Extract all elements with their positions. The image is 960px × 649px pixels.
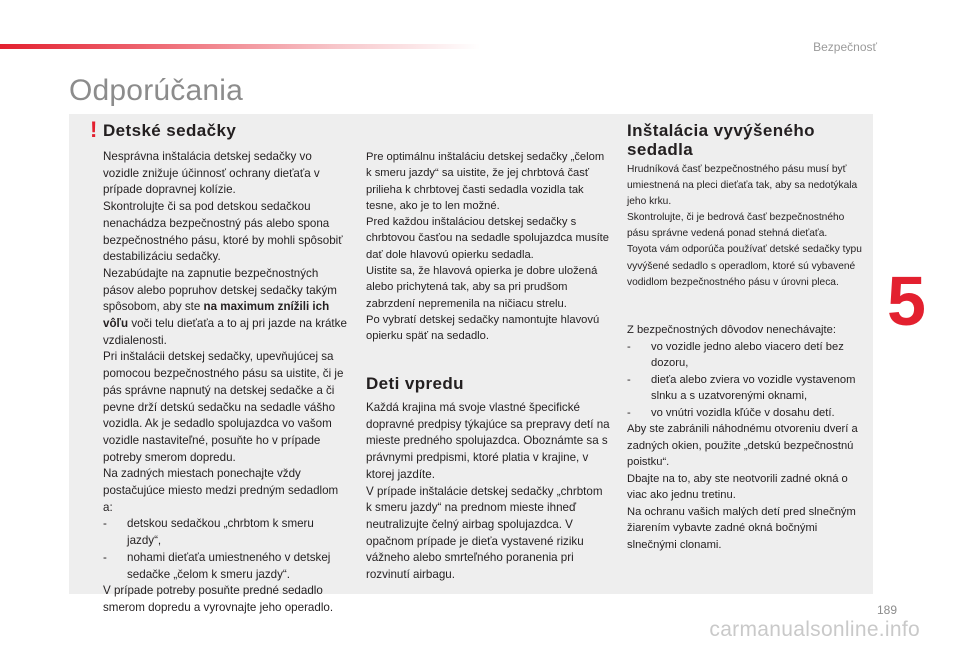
child-seats-column-1 — [103, 149, 348, 617]
children-front-paragraph: V prípade inštalácie detskej sedačky „chrbtom k smeru jazdy“ na prednom mieste ihneď neutralizujte čelný airbag spolujazdca. V opačnom prípade je dieťa vystavené riziku vážneho alebo smrteľného poranenia pri rozvinutí airbagu. — [366, 484, 603, 582]
child-seats-paragraph: Pred každou inštaláciou detskej sedačky s chrbtovou časťou na sedadle spolujazdca musíte dať dole hlavovú opierku sedadla. — [366, 216, 610, 261]
child-seats-paragraph: Na zadných miestach ponechajte vždy postačujúce miesto medzi predným sedadlom a: — [103, 467, 339, 514]
list-item: - vo vozidle jedno alebo viacero detí bez dozoru, — [627, 340, 844, 369]
watermark: carmanualsonline.info — [709, 618, 920, 641]
child-seats-paragraph: V prípade potreby posuňte predné sedadlo smerom dopredu a vyrovnajte jeho operadlo. — [103, 584, 334, 614]
child-seats-paragraph: Nezabúdajte na zapnutie bezpečnostných pásov alebo popruhov detskej sedačky takým spôsobom, aby ste na maximum znížili ich vôľu voči telu dieťaťa a to aj pri jazde na krátke vzdialenosti. — [103, 266, 347, 347]
child-seats-paragraph: Pre optimálnu inštaláciu detskej sedačky „čelom k smeru jazdy“ sa uistite, že jej chrbtová časť prilieha k chrbtovej časti sedadla vozidla tak tesne, ako je to len možné. — [366, 151, 605, 212]
safety-reasons-text — [627, 322, 867, 553]
booster-paragraph: Toyota vám odporúča používať detské sedačky typu vyvýšené sedadlo s operadlom, ktoré sú vybavené vodidlom bezpečnostného pásu v úrovni pleca. — [627, 244, 862, 288]
children-front-text — [366, 400, 611, 584]
child-seats-paragraph: Skontrolujte či sa pod detskou sedačkou nenachádza bezpečnostný pás alebo spona bezpečnostného pásu, ktoré by mohli spôsobiť destabilizáciu sedačky. — [103, 200, 343, 264]
safety-paragraph: Aby ste zabránili náhodnému otvoreniu dverí a zadných okien, použite „detskú bezpečnostnú poistku“. — [627, 423, 858, 468]
list-item: - nohami dieťaťa umiestneného v detskej sedačke „čelom k smeru jazdy“. — [103, 550, 331, 581]
page-number: 189 — [876, 603, 897, 617]
booster-paragraph: Hrudníková časť bezpečnostného pásu musí byť umiestnená na pleci dieťaťa tak, aby sa nedotýkala jeho krku. — [627, 164, 858, 208]
page-title: Odporúčania — [69, 74, 243, 107]
section-label: Bezpečnosť — [813, 40, 877, 54]
children-front-paragraph: Každá krajina má svoje vlastné špecifické dopravné predpisy týkajúce sa prepravy detí na mieste predného spolujazdca. Oboznámte sa s právnymi predpismi, ktoré platia v krajine, v ktorej jazdíte. — [366, 401, 610, 481]
list-item: - detskou sedačkou „chrbtom k smeru jazdy“, — [103, 517, 314, 548]
child-seats-paragraph: Po vybratí detskej sedačky namontujte hlavovú opierku späť na sedadlo. — [366, 313, 600, 343]
warning-icon: ! — [90, 117, 98, 142]
list-item: - vo vnútri vozidla kľúče v dosahu detí. — [627, 406, 835, 419]
booster-heading: Inštalácia vyvýšeného sedadla — [627, 121, 815, 159]
child-seats-paragraph: Nesprávna inštalácia detskej sedačky vo vozidle znižuje účinnosť ochrany dieťaťa v prípade dopravnej kolízie. — [103, 150, 320, 197]
child-seats-paragraph: Pri inštalácii detskej sedačky, upevňujúcej sa pomocou bezpečnostného pásu sa uistite, či je pás správne napnutý na detskej sedačke a či pevne drží detskú sedačku na sedadle vášho vozidla. Ak je sedadlo spolujazdca vo vašom vozidle nastaviteľné, posuňte ho v prípade potreby smerom dopredu. — [103, 350, 344, 464]
chapter-number: 5 — [887, 262, 926, 340]
child-seats-heading: Detské sedačky — [103, 121, 237, 140]
child-seats-column-2 — [366, 149, 611, 345]
list-item: - dieťa alebo zviera vo vozidle vystavenom slnku a s uzatvorenými oknami, — [627, 373, 856, 402]
safety-paragraph: Na ochranu vašich malých detí pred slnečným žiarením vybavte zadné okná bočnými slnečnými clonami. — [627, 505, 856, 551]
emphasis-text: na maximum znížili ich vôľu — [103, 300, 330, 331]
booster-text — [627, 162, 867, 291]
children-front-heading: Deti vpredu — [366, 374, 464, 393]
booster-paragraph: Skontrolujte, či je bedrová časť bezpečnostného pásu správne vedená ponad stehná dieťaťa. — [627, 212, 845, 240]
header-accent-bar — [0, 44, 480, 49]
child-seats-paragraph: Uistite sa, že hlavová opierka je dobre uložená alebo prichytená tak, aby sa pri prudšom zabrzdení nepremenila na ničiacu strelu. — [366, 265, 598, 310]
safety-intro: Z bezpečnostných dôvodov nenechávajte: — [627, 324, 836, 336]
safety-paragraph: Dbajte na to, aby ste neotvorili zadné okná o viac ako jednu tretinu. — [627, 472, 848, 501]
